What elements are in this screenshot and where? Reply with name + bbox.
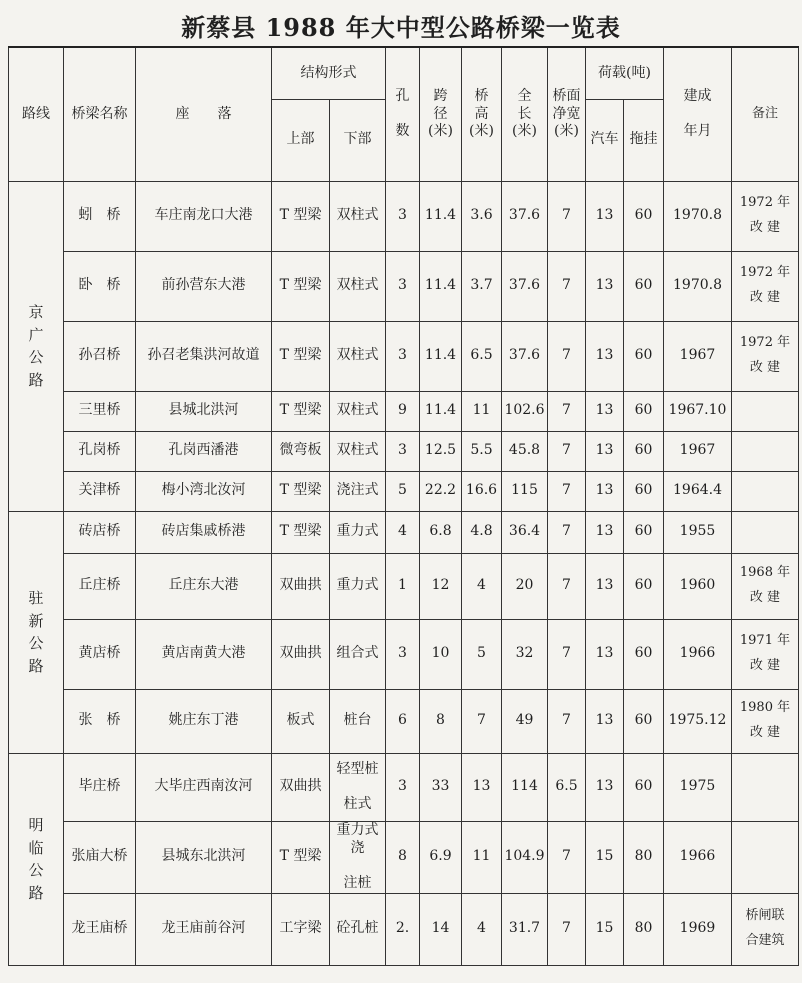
span: 14: [420, 893, 462, 965]
height: 4.8: [462, 511, 502, 553]
structure-lower: 浇注式: [330, 471, 386, 511]
width: 7: [548, 471, 586, 511]
structure-upper: T 型梁: [272, 391, 330, 431]
structure-lower: 重力式: [330, 553, 386, 619]
header-load: 荷载(吨): [586, 47, 664, 99]
span: 8: [420, 689, 462, 753]
bridge-location: 前孙营东大港: [136, 251, 272, 321]
holes: 2.: [386, 893, 420, 965]
height: 3.7: [462, 251, 502, 321]
header-span: 跨 径 (米): [420, 47, 462, 181]
load-car: 13: [586, 431, 624, 471]
holes: 3: [386, 619, 420, 689]
header-name: 桥梁名称: [64, 47, 136, 181]
table-row: [9, 689, 799, 753]
structure-upper: 双曲拱: [272, 619, 330, 689]
note: 1980 年 改 建: [732, 689, 799, 753]
bridge-location: 孙召老集洪河故道: [136, 321, 272, 391]
note: [732, 391, 799, 431]
structure-upper: T 型梁: [272, 321, 330, 391]
table-row: [9, 511, 799, 553]
structure-upper: 双曲拱: [272, 753, 330, 821]
bridge-location: 车庄南龙口大港: [136, 181, 272, 251]
length: 20: [502, 553, 548, 619]
bridge-name: 黄店桥: [64, 619, 136, 689]
header-lower: 下部: [330, 99, 386, 181]
load-trailer: 80: [624, 821, 664, 893]
load-trailer: 60: [624, 471, 664, 511]
holes: 3: [386, 753, 420, 821]
table-row: [9, 251, 799, 321]
header-trailer: 拖挂: [624, 99, 664, 181]
bridge-name: 卧 桥: [64, 251, 136, 321]
note: [732, 821, 799, 893]
bridge-location: 龙王庙前谷河: [136, 893, 272, 965]
bridge-name: 张 桥: [64, 689, 136, 753]
built-date: 1975.12: [664, 689, 732, 753]
structure-lower: 双柱式: [330, 391, 386, 431]
structure-upper: T 型梁: [272, 251, 330, 321]
holes: 1: [386, 553, 420, 619]
header-location: 座 落: [136, 47, 272, 181]
bridge-location: 丘庄东大港: [136, 553, 272, 619]
load-car: 13: [586, 511, 624, 553]
header-car: 汽车: [586, 99, 624, 181]
structure-lower: 组合式: [330, 619, 386, 689]
length: 104.9: [502, 821, 548, 893]
length: 114: [502, 753, 548, 821]
load-trailer: 60: [624, 391, 664, 431]
height: 7: [462, 689, 502, 753]
span: 11.4: [420, 181, 462, 251]
header-width: 桥面 净宽 (米): [548, 47, 586, 181]
bridge-location: 黄店南黄大港: [136, 619, 272, 689]
bridge-name: 孔岗桥: [64, 431, 136, 471]
load-trailer: 60: [624, 511, 664, 553]
route-cell-zhuxin: 驻 新 公 路: [9, 511, 64, 753]
load-car: 15: [586, 893, 624, 965]
load-trailer: 60: [624, 321, 664, 391]
structure-lower: 双柱式: [330, 431, 386, 471]
height: 3.6: [462, 181, 502, 251]
span: 10: [420, 619, 462, 689]
height: 4: [462, 893, 502, 965]
built-date: 1969: [664, 893, 732, 965]
note: 1972 年 改 建: [732, 181, 799, 251]
load-trailer: 60: [624, 251, 664, 321]
structure-lower: 双柱式: [330, 251, 386, 321]
note: [732, 511, 799, 553]
holes: 3: [386, 181, 420, 251]
load-car: 13: [586, 391, 624, 431]
span: 22.2: [420, 471, 462, 511]
note: 1971 年 改 建: [732, 619, 799, 689]
holes: 4: [386, 511, 420, 553]
bridge-name: 关津桥: [64, 471, 136, 511]
holes: 9: [386, 391, 420, 431]
header-height: 桥 高 (米): [462, 47, 502, 181]
table-row: [9, 391, 799, 431]
width: 7: [548, 511, 586, 553]
bridge-location: 孔岗西潘港: [136, 431, 272, 471]
table-row: [9, 893, 799, 965]
header-length: 全 长 (米): [502, 47, 548, 181]
load-trailer: 60: [624, 619, 664, 689]
length: 37.6: [502, 181, 548, 251]
holes: 3: [386, 321, 420, 391]
built-date: 1970.8: [664, 181, 732, 251]
load-trailer: 60: [624, 553, 664, 619]
note: 1972 年 改 建: [732, 251, 799, 321]
table-row: [9, 553, 799, 619]
structure-lower: 桩台: [330, 689, 386, 753]
load-car: 13: [586, 251, 624, 321]
header-built: 建成 年月: [664, 47, 732, 181]
load-car: 13: [586, 619, 624, 689]
holes: 6: [386, 689, 420, 753]
width: 7: [548, 321, 586, 391]
header-holes: 孔 数: [386, 47, 420, 181]
structure-upper: 板式: [272, 689, 330, 753]
built-date: 1966: [664, 619, 732, 689]
note: [732, 471, 799, 511]
structure-upper: 双曲拱: [272, 553, 330, 619]
load-car: 13: [586, 689, 624, 753]
bridge-name: 张庙大桥: [64, 821, 136, 893]
height: 5: [462, 619, 502, 689]
width: 7: [548, 431, 586, 471]
structure-upper: 微弯板: [272, 431, 330, 471]
bridge-location: 县城东北洪河: [136, 821, 272, 893]
structure-upper: 工字梁: [272, 893, 330, 965]
header-structure: 结构形式: [272, 47, 386, 99]
structure-upper: T 型梁: [272, 821, 330, 893]
structure-lower: 重力式: [330, 511, 386, 553]
table-row: [9, 753, 799, 821]
length: 115: [502, 471, 548, 511]
bridge-name: 丘庄桥: [64, 553, 136, 619]
page-title: 新蔡县 1988 年大中型公路桥梁一览表: [181, 13, 621, 42]
width: 7: [548, 391, 586, 431]
note: 桥闸联 合建筑: [732, 893, 799, 965]
width: 7: [548, 181, 586, 251]
span: 6.8: [420, 511, 462, 553]
width: 7: [548, 251, 586, 321]
span: 12.5: [420, 431, 462, 471]
built-date: 1967.10: [664, 391, 732, 431]
bridge-location: 砖店集戚桥港: [136, 511, 272, 553]
table-row: [9, 471, 799, 511]
header-upper: 上部: [272, 99, 330, 181]
structure-upper: T 型梁: [272, 471, 330, 511]
height: 5.5: [462, 431, 502, 471]
width: 7: [548, 821, 586, 893]
structure-lower: 重力式浇 注桩: [330, 821, 386, 893]
height: 13: [462, 753, 502, 821]
bridge-location: 县城北洪河: [136, 391, 272, 431]
length: 31.7: [502, 893, 548, 965]
length: 102.6: [502, 391, 548, 431]
built-date: 1964.4: [664, 471, 732, 511]
table-row: [9, 181, 799, 251]
load-car: 13: [586, 181, 624, 251]
route-cell-jingguang: 京 广 公 路: [9, 181, 64, 511]
load-car: 13: [586, 321, 624, 391]
length: 37.6: [502, 321, 548, 391]
holes: 3: [386, 431, 420, 471]
table-row: [9, 321, 799, 391]
holes: 5: [386, 471, 420, 511]
table-row: [9, 619, 799, 689]
note: 1972 年 改 建: [732, 321, 799, 391]
bridge-location: 大毕庄西南汝河: [136, 753, 272, 821]
bridge-location: 梅小湾北汝河: [136, 471, 272, 511]
bridge-name: 毕庄桥: [64, 753, 136, 821]
length: 49: [502, 689, 548, 753]
height: 16.6: [462, 471, 502, 511]
structure-lower: 轻型桩 柱式: [330, 753, 386, 821]
load-car: 13: [586, 471, 624, 511]
note: [732, 431, 799, 471]
width: 6.5: [548, 753, 586, 821]
span: 11.4: [420, 321, 462, 391]
structure-lower: 双柱式: [330, 321, 386, 391]
length: 36.4: [502, 511, 548, 553]
height: 11: [462, 821, 502, 893]
note: [732, 753, 799, 821]
load-car: 13: [586, 553, 624, 619]
height: 6.5: [462, 321, 502, 391]
structure-upper: T 型梁: [272, 181, 330, 251]
span: 11.4: [420, 251, 462, 321]
bridge-name: 三里桥: [64, 391, 136, 431]
built-date: 1975: [664, 753, 732, 821]
header-note: 备注: [732, 47, 799, 181]
built-date: 1966: [664, 821, 732, 893]
width: 7: [548, 619, 586, 689]
table-row: [9, 431, 799, 471]
width: 7: [548, 893, 586, 965]
load-trailer: 60: [624, 753, 664, 821]
length: 37.6: [502, 251, 548, 321]
length: 45.8: [502, 431, 548, 471]
span: 33: [420, 753, 462, 821]
note: 1968 年 改 建: [732, 553, 799, 619]
table-row: [9, 821, 799, 893]
built-date: 1967: [664, 431, 732, 471]
height: 11: [462, 391, 502, 431]
bridge-table: [8, 46, 799, 966]
structure-upper: T 型梁: [272, 511, 330, 553]
bridge-location: 姚庄东丁港: [136, 689, 272, 753]
holes: 8: [386, 821, 420, 893]
width: 7: [548, 689, 586, 753]
load-trailer: 60: [624, 181, 664, 251]
span: 12: [420, 553, 462, 619]
built-date: 1967: [664, 321, 732, 391]
load-car: 13: [586, 753, 624, 821]
height: 4: [462, 553, 502, 619]
bridge-name: 孙召桥: [64, 321, 136, 391]
built-date: 1955: [664, 511, 732, 553]
holes: 3: [386, 251, 420, 321]
load-trailer: 60: [624, 689, 664, 753]
length: 32: [502, 619, 548, 689]
built-date: 1970.8: [664, 251, 732, 321]
built-date: 1960: [664, 553, 732, 619]
structure-lower: 砼孔桩: [330, 893, 386, 965]
span: 6.9: [420, 821, 462, 893]
route-cell-minglin: 明 临 公 路: [9, 753, 64, 965]
bridge-name: 蚓 桥: [64, 181, 136, 251]
structure-lower: 双柱式: [330, 181, 386, 251]
load-trailer: 80: [624, 893, 664, 965]
bridge-name: 龙王庙桥: [64, 893, 136, 965]
load-trailer: 60: [624, 431, 664, 471]
header-route: 路线: [9, 47, 64, 181]
bridge-name: 砖店桥: [64, 511, 136, 553]
width: 7: [548, 553, 586, 619]
load-car: 15: [586, 821, 624, 893]
span: 11.4: [420, 391, 462, 431]
